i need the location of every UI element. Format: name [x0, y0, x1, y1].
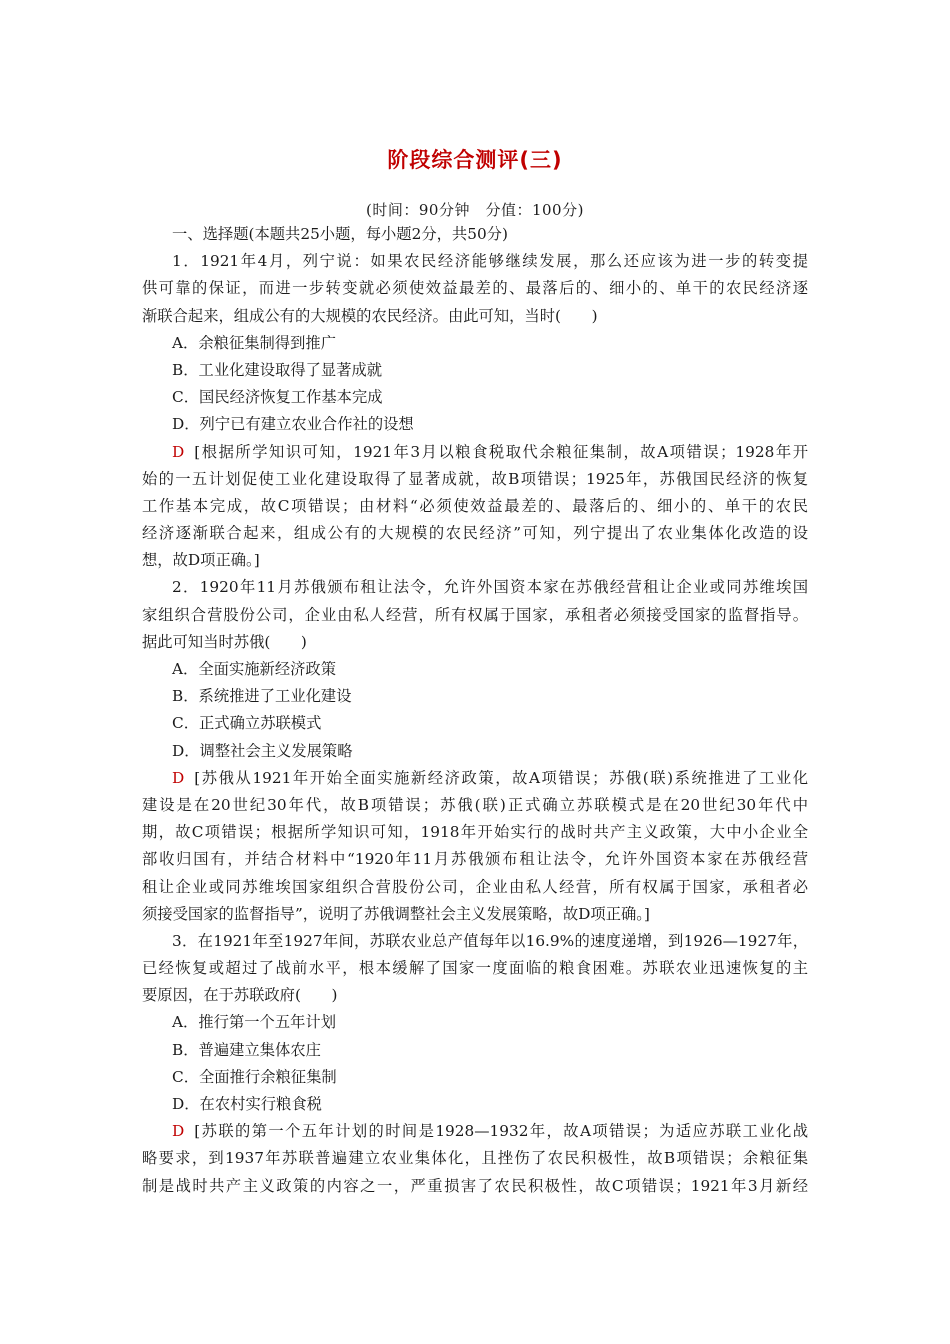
question-2: [142, 574, 808, 927]
option-d: D．列宁已有建立农业合作社的设想: [172, 415, 414, 434]
document-body: [142, 221, 808, 1200]
explanation-line: 始的一五计划促使工业化建设取得了显著成就，故B项错误；1925年，苏俄国民经济的恢复: [142, 469, 808, 488]
page-title: 阶段综合测评(三): [387, 148, 563, 172]
explanation-text: [苏俄从1921年开始全面实施新经济政策，故A项错误；苏俄(联)系统推进了工业化: [194, 768, 808, 787]
question-stem-line: 2．1920年11月苏俄颁布租让法令，允许外国资本家在苏俄经营租让企业或同苏维埃国: [172, 578, 808, 597]
option-d: D．在农村实行粮食税: [172, 1095, 322, 1113]
explanation-line: 租让企业或同苏维埃国家组织合营股份公司，企业由私人经营，所有权属于国家，承租者必: [142, 877, 808, 896]
answer-letter: D: [172, 768, 185, 787]
answer-letter: D: [172, 442, 185, 461]
option-a: A．余粮征集制得到推广: [172, 333, 337, 352]
explanation-line: 经济逐渐联合起来，组成公有的大规模的农民经济”可知，列宁提出了农业集体化改造的设: [142, 524, 808, 543]
explanation-line: 期，故C项错误；根据所学知识可知，1918年开始实行的战时共产主义政策，大中小企业全: [142, 823, 808, 842]
question-stem-line: 家组织合营股份公司，企业由私人经营，所有权属于国家，承租者必须接受国家的监督指导。: [142, 605, 808, 624]
answer-letter: D: [172, 1122, 185, 1141]
question-stem-line: 已经恢复或超过了战前水平，根本缓解了国家一度面临的粮食困难。苏联农业迅速恢复的主: [142, 959, 808, 978]
explanation-line: 略要求，到1937年苏联普遍建立农业集体化，且挫伤了农民积极性，故B项错误；余粮征集: [142, 1149, 808, 1168]
option-b: B．工业化建设取得了显著成就: [172, 360, 383, 379]
explanation-line: [142, 439, 808, 466]
question-stem-line: 供可靠的保证，而进一步转变就必须使效益最差的、最落后的、细小的、单干的农民经济逐: [142, 279, 808, 298]
question-stem-line: 据此可知当时苏俄( ): [142, 632, 307, 651]
explanation-line: 工作基本完成，故C项错误；由材料“必须使效益最差的、最落后的、细小的、单干的农民: [142, 496, 808, 515]
explanation-line: [142, 1118, 808, 1145]
question-3: [142, 928, 808, 1200]
question-stem-line: 3．在1921年至1927年间，苏联农业总产值每年以16.9%的速度递增，到1926—1927年，: [172, 931, 808, 950]
explanation-line: [142, 765, 808, 792]
explanation-line: 想，故D项正确。]: [142, 551, 260, 570]
explanation-text: [根据所学知识可知，1921年3月以粮食税取代余粮征集制，故A项错误；1928年开: [194, 442, 808, 461]
explanation-line: 建设是在20世纪30年代，故B项错误；苏俄(联)正式确立苏联模式是在20世纪30年代中: [142, 795, 808, 814]
explanation-line: 须接受国家的监督指导”，说明了苏俄调整社会主义发展策略，故D项正确。]: [142, 904, 650, 923]
explanation-line: 制是战时共产主义政策的内容之一，严重损害了农民积极性，故C项错误；1921年3月新经: [142, 1176, 808, 1195]
question-stem-line: 要原因，在于苏联政府( ): [142, 986, 338, 1005]
explanation-line: 部收归国有，并结合材料中“1920年11月苏俄颁布租让法令，允许外国资本家在苏俄经营: [142, 850, 808, 869]
option-b: B．普遍建立集体农庄: [172, 1040, 321, 1059]
question-stem-line: 1．1921年4月，列宁说：如果农民经济能够继续发展，那么还应该为进一步的转变提: [172, 252, 808, 271]
option-a: A．全面实施新经济政策: [172, 660, 337, 678]
exam-time-and-score: (时间：90分钟 分值：100分): [366, 201, 584, 219]
option-c: C．国民经济恢复工作基本完成: [172, 388, 383, 407]
option-c: C．正式确立苏联模式: [172, 714, 322, 733]
section-heading: 一、选择题(本题共25小题，每小题2分，共50分): [172, 225, 508, 243]
option-a: A．推行第一个五年计划: [172, 1013, 337, 1032]
question-1: [142, 248, 808, 574]
explanation-text: [苏联的第一个五年计划的时间是1928—1932年，故A项错误；为适应苏联工业化战: [194, 1122, 808, 1141]
question-stem-line: 渐联合起来，组成公有的大规模的农民经济。由此可知，当时( ): [142, 306, 598, 325]
option-c: C．全面推行余粮征集制: [172, 1067, 337, 1086]
option-d: D．调整社会主义发展策略: [172, 741, 353, 760]
option-b: B．系统推进了工业化建设: [172, 687, 352, 706]
